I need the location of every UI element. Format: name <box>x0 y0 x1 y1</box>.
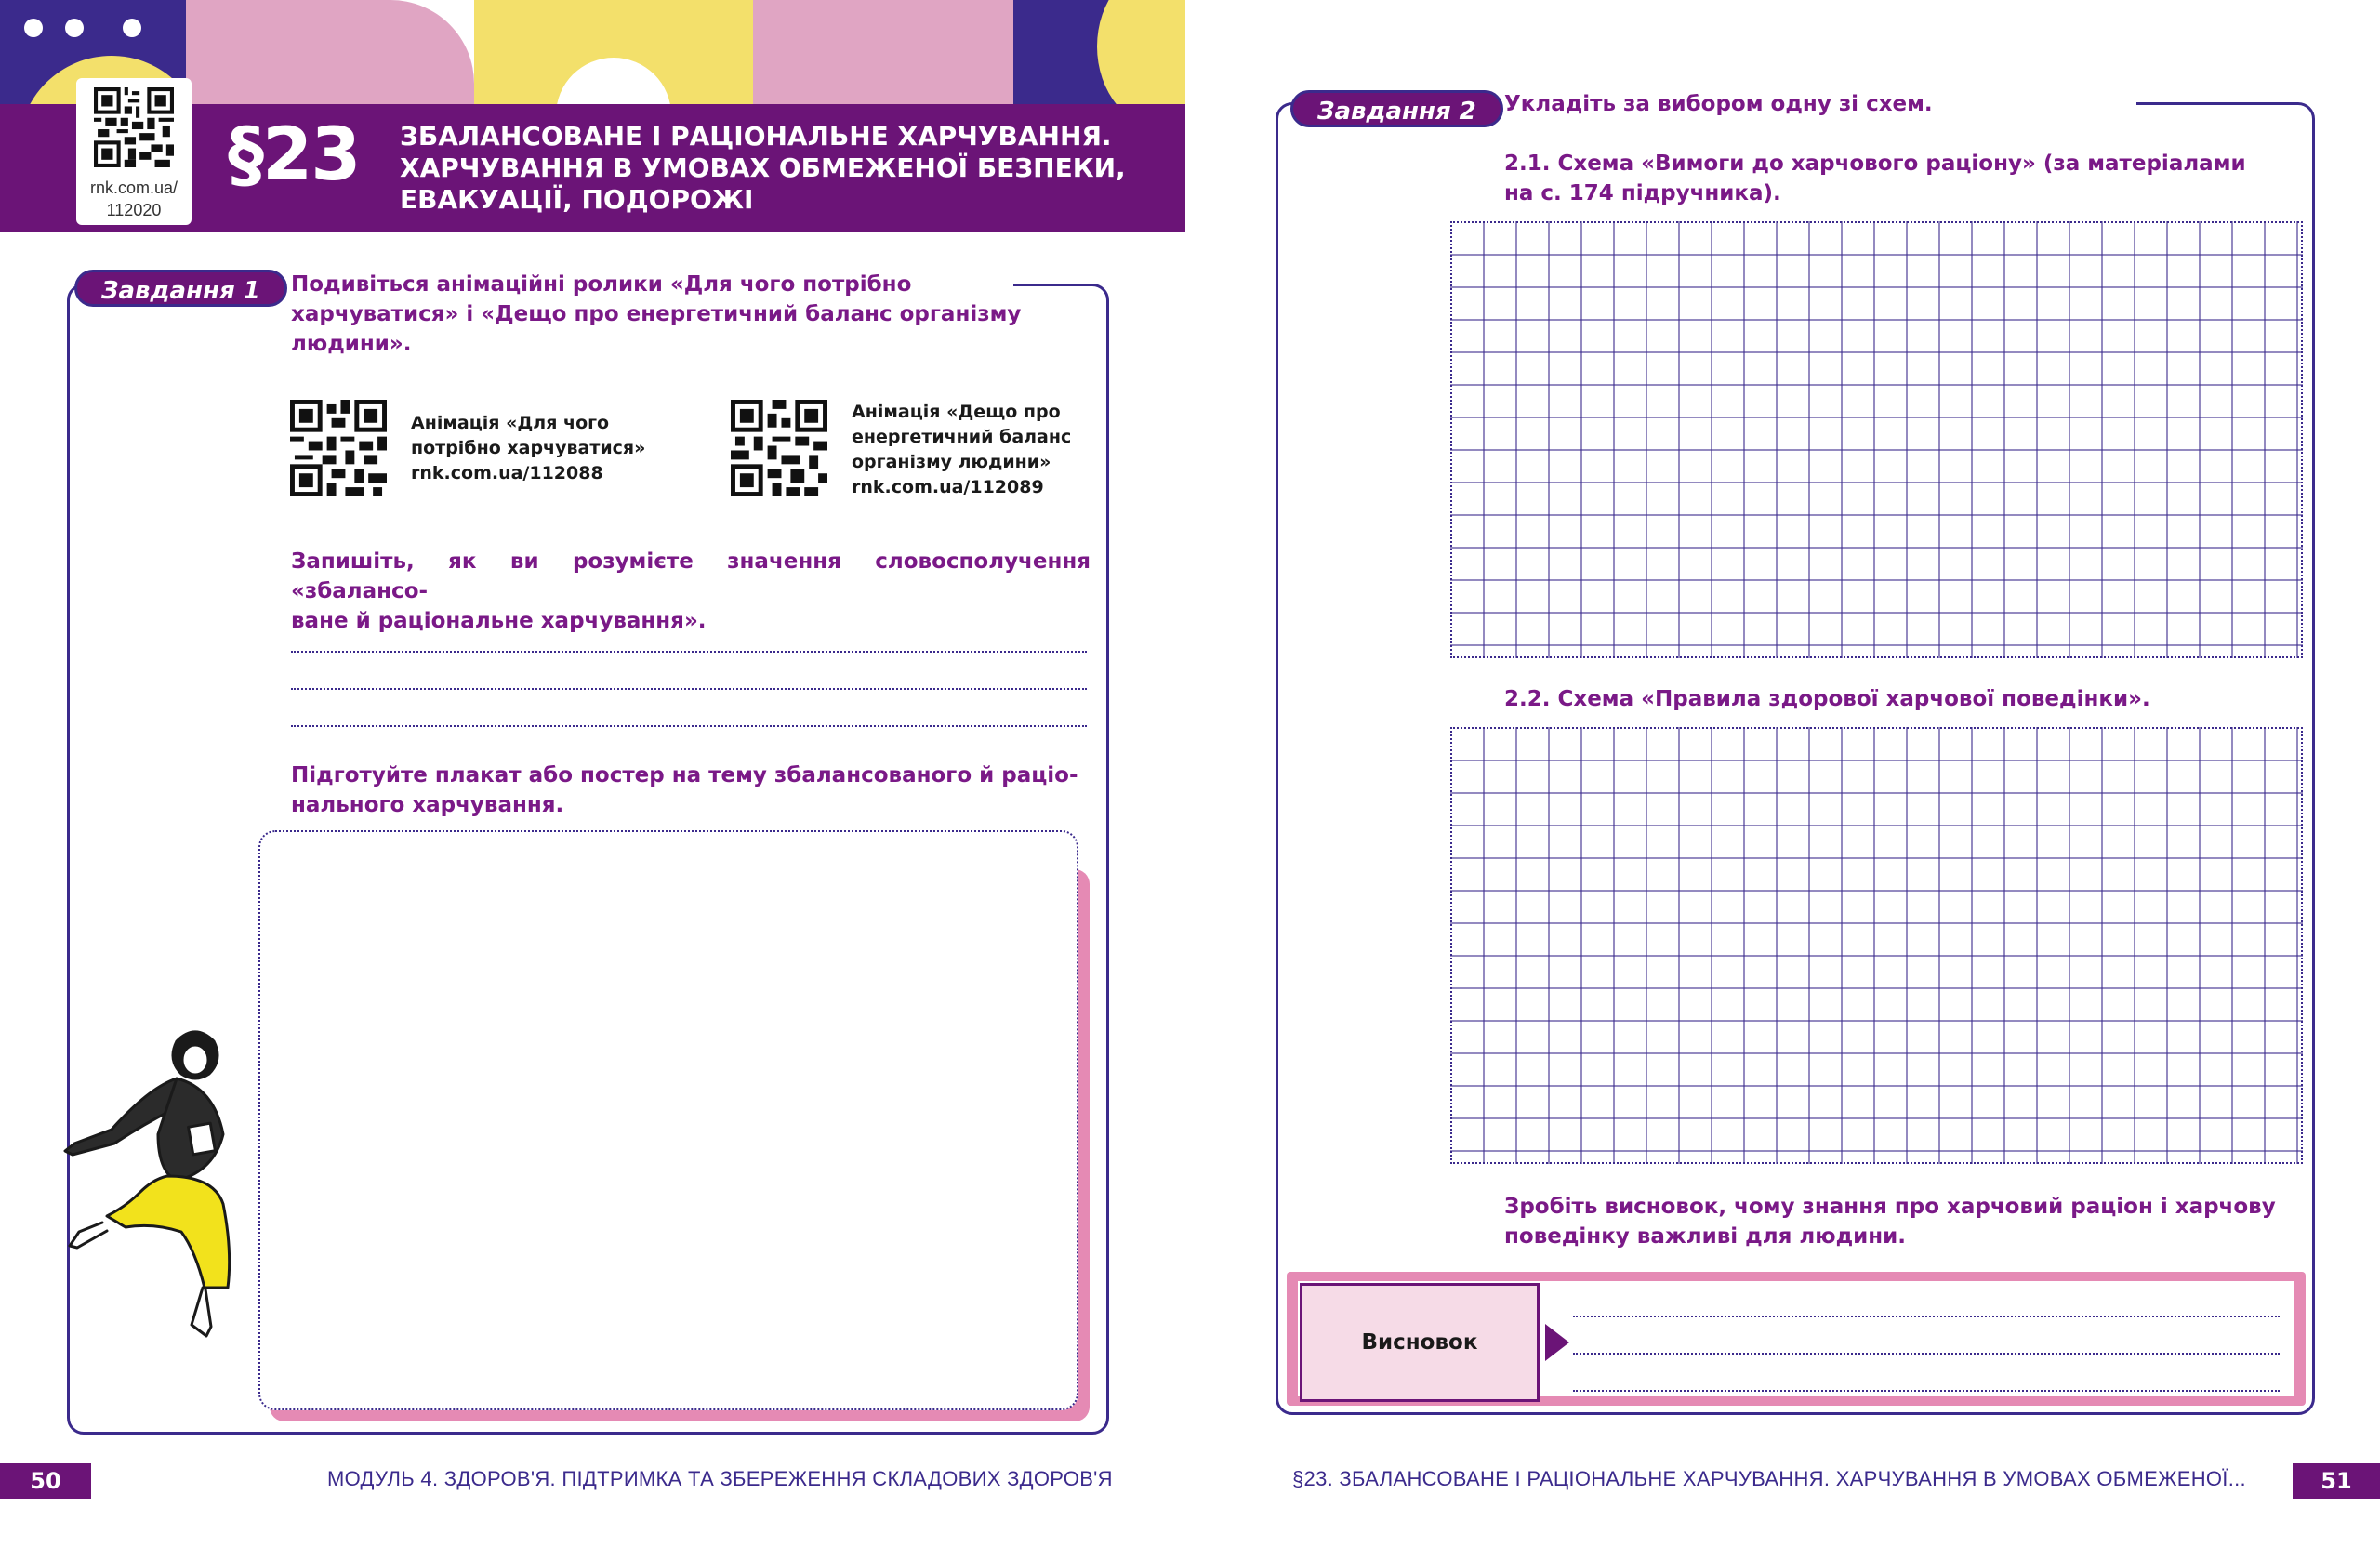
task2-conclusion-question: Зробіть висновок, чому знання про харчовий раціон і харчову поведінку важливі для людини. <box>1504 1195 2276 1249</box>
page-number-left: 50 <box>0 1463 91 1499</box>
qr-code-icon <box>94 87 174 167</box>
scheme1-grid-area[interactable] <box>1450 221 2303 658</box>
task1-poster-instruction: Підготуйте плакат або постер на тему збалансованого й раціо- нального харчування. <box>291 763 1078 817</box>
right-page <box>1190 0 2380 1547</box>
conclusion-line-1[interactable] <box>1573 1316 2280 1317</box>
qr-link-animation-2[interactable] <box>731 400 1071 500</box>
task2-label: Завдання 2 <box>1290 90 1503 127</box>
conclusion-label: Висновок <box>1300 1283 1540 1402</box>
answer-line-2[interactable] <box>291 688 1087 690</box>
answer-line-3[interactable] <box>291 725 1087 727</box>
conclusion-arrow-icon <box>1545 1324 1569 1361</box>
conclusion-line-2[interactable] <box>1573 1353 2280 1355</box>
scheme2-grid-area[interactable] <box>1450 727 2303 1164</box>
page-number-right: 51 <box>2293 1463 2380 1499</box>
answer-line-1[interactable] <box>291 651 1087 653</box>
qr-link-animation-2-text: Анімація «Дещо про енергетичний баланс організму людини» rnk.com.ua/112089 <box>852 402 1072 497</box>
task2-scheme2-title: 2.2. Схема «Правила здорової харчової поведінки». <box>1504 687 2150 711</box>
task2-intro: Укладіть за вибором одну зі схем. <box>1504 92 1933 116</box>
girl-illustration <box>37 1013 260 1339</box>
page-title: ЗБАЛАНСОВАНЕ І РАЦІОНАЛЬНЕ ХАРЧУВАННЯ. ХАРЧУВАННЯ В УМОВАХ ОБМЕЖЕНОЇ БЕЗПЕКИ, ЕВАКУАЦІЇ, ПОДОРОЖІ <box>400 121 1126 215</box>
footer-section-title: §23. ЗБАЛАНСОВАНЕ І РАЦІОНАЛЬНЕ ХАРЧУВАННЯ. ХАРЧУВАННЯ В УМОВАХ ОБМЕЖЕНОЇ... <box>1292 1467 2246 1490</box>
qr-code-icon <box>731 400 827 496</box>
header-qr-block[interactable] <box>76 78 192 225</box>
paragraph-number: §23 <box>228 113 360 197</box>
header-qr-caption: rnk.com.ua/ 112020 <box>89 178 178 219</box>
qr-link-animation-1[interactable] <box>290 400 645 496</box>
task1-intro: Подивіться анімаційні ролики «Для чого потрібно харчуватися» і «Дещо про енергетичний баланс організму людини». <box>291 272 1022 356</box>
poster-drawing-area[interactable] <box>258 830 1078 1410</box>
task1-label: Завдання 1 <box>74 270 287 307</box>
task1-question: Запишіть, як ви розумієте значення словосполучення «збалансо- ване й раціональне харчування». <box>291 549 1091 633</box>
qr-link-animation-1-text: Анімація «Для чого потрібно харчуватися» rnk.com.ua/112088 <box>411 413 646 483</box>
footer-module-title: МОДУЛЬ 4. ЗДОРОВ'Я. ПІДТРИМКА ТА ЗБЕРЕЖЕННЯ СКЛАДОВИХ ЗДОРОВ'Я <box>327 1467 1113 1490</box>
qr-code-icon <box>290 400 387 496</box>
conclusion-line-3[interactable] <box>1573 1390 2280 1392</box>
task2-scheme1-title: 2.1. Схема «Вимоги до харчового раціону» (за матеріалами на с. 174 підручника). <box>1504 152 2246 205</box>
